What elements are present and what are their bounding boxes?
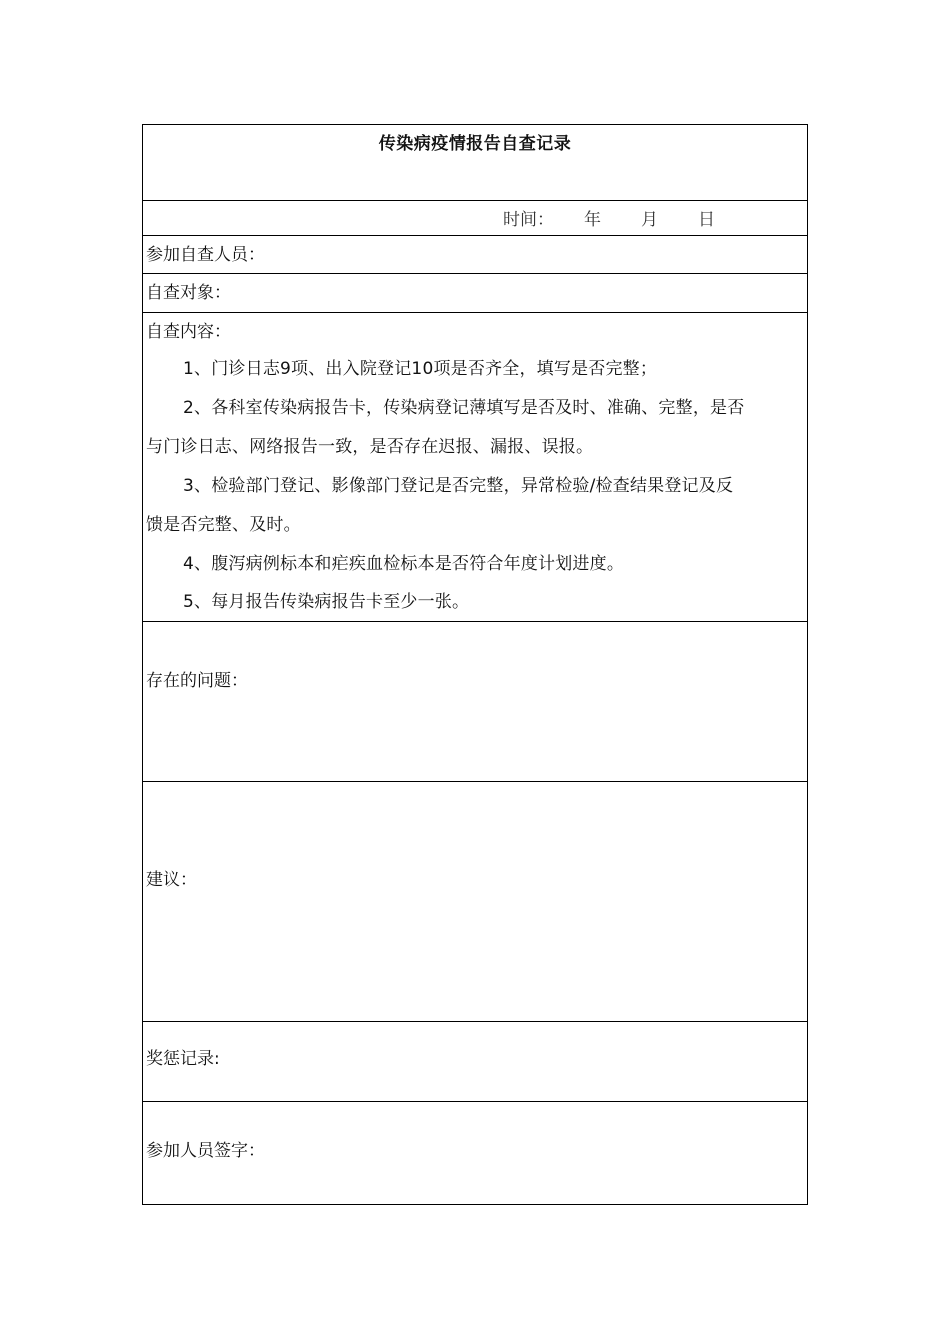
suggestions-label: 建议： (146, 870, 197, 890)
content-row (143, 313, 807, 622)
self-check-form (142, 124, 808, 1205)
signatures-label: 参加人员签字： (146, 1141, 265, 1161)
date-day: 日 (698, 210, 715, 230)
target-row (143, 274, 807, 313)
target-label: 自查对象： (146, 283, 231, 303)
content-label: 自查内容： (146, 322, 231, 342)
content-line: 2、各科室传染病报告卡，传染病登记薄填写是否及时、准确、完整，是否 (183, 398, 745, 418)
content-line: 与门诊日志、网络报告一致，是否存在迟报、漏报、误报。 (146, 437, 594, 457)
problems-label: 存在的问题： (146, 671, 248, 691)
date-month: 月 (641, 210, 658, 230)
participants-row (143, 236, 807, 274)
rewards-label: 奖惩记录: (146, 1049, 220, 1069)
content-line: 5、每月报告传染病报告卡至少一张。 (183, 592, 470, 612)
form-title: 传染病疫情报告自查记录 (378, 134, 572, 154)
content-line: 1、门诊日志9项、出入院登记10项是否齐全，填写是否完整； (183, 359, 658, 379)
content-line: 馈是否完整、及时。 (146, 515, 301, 535)
date-prefix: 时间： (503, 210, 554, 230)
content-line: 4、腹泻病例标本和疟疾血检标本是否符合年度计划进度。 (183, 554, 625, 574)
date-row (143, 201, 807, 236)
problems-row[interactable] (143, 622, 807, 782)
participants-label: 参加自查人员： (146, 245, 265, 265)
signatures-row[interactable] (143, 1102, 807, 1204)
title-row (143, 125, 807, 201)
content-line: 3、检验部门登记、影像部门登记是否完整，异常检验/检查结果登记及反 (183, 476, 734, 496)
date-year: 年 (584, 210, 601, 230)
rewards-row[interactable] (143, 1022, 807, 1102)
suggestions-row[interactable] (143, 782, 807, 1022)
date-line (503, 205, 715, 230)
